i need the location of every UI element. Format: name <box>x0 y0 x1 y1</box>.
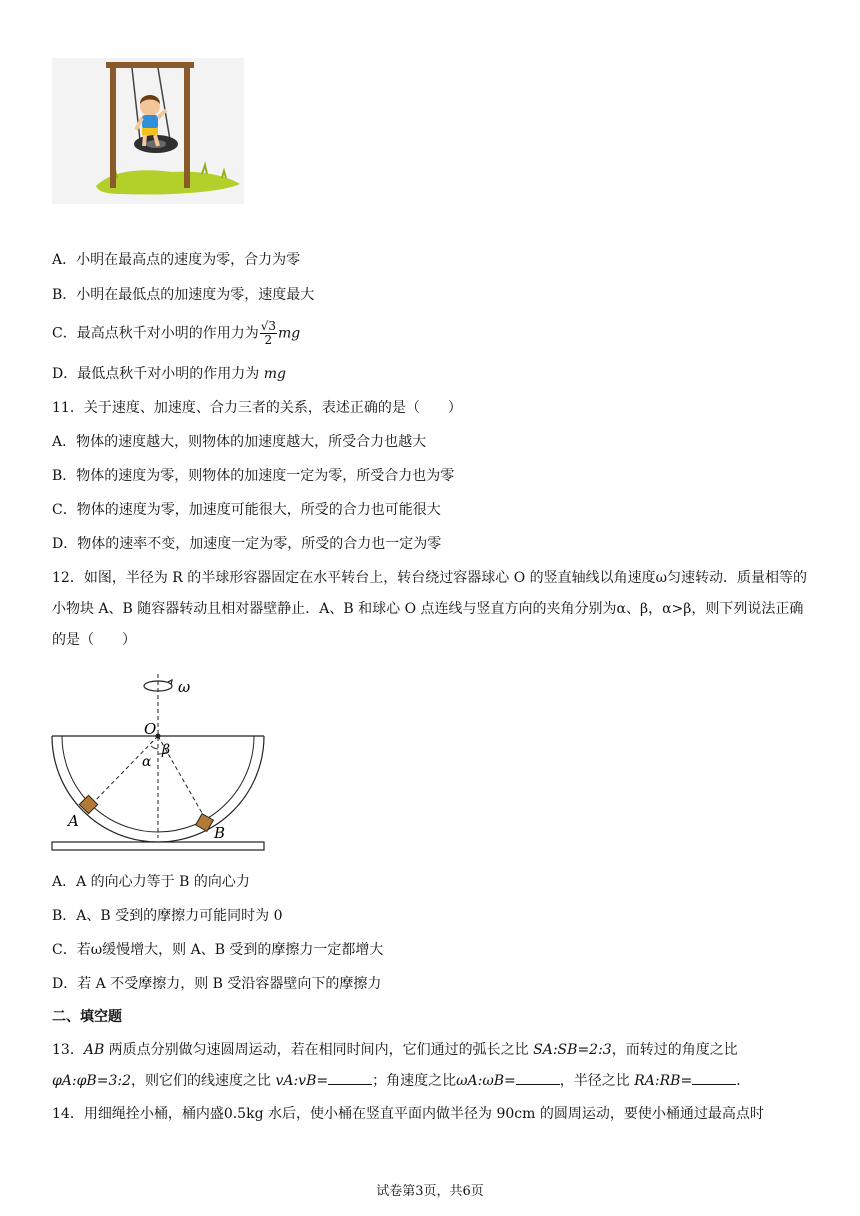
q13-text-6: ． <box>736 1073 751 1089</box>
omega-label: ω <box>178 678 191 696</box>
q12-stem: 12．如图，半径为 R 的半球形容器固定在水平转台上，转台绕过容器球心 O 的竖直轴线以角速度ω匀速转动．质量相等的小物块 A、B 随容器转动且相对器壁静止．A、B 和球心 O 点连线与竖直方向的夹角分别为α、β，α>β，则下列说法正确的是（ ） <box>52 570 808 648</box>
q13-text-4: ；角速度之比 <box>372 1073 457 1089</box>
mg-symbol: mg <box>263 366 286 382</box>
q13-text-2: ，而转过的角度之比 <box>611 1042 738 1058</box>
q10-option-d-text: D．最低点秋千对小明的作用力为 <box>52 366 264 382</box>
fraction-numerator: √3 <box>260 319 276 333</box>
q13-text-3: ，则它们的线速度之比 <box>130 1073 276 1089</box>
q10-option-a: A．小明在最高点的速度为零，合力为零 <box>52 252 301 268</box>
block-a-label: A <box>68 812 79 830</box>
q11-stem: 11．关于速度、加速度、合力三者的关系，表述正确的是（ ） <box>52 400 462 416</box>
q13-stem <box>52 1035 810 1097</box>
q13-angular-ratio: ωA:ωB= <box>456 1073 516 1089</box>
answer-blank[interactable] <box>328 1070 372 1085</box>
q11-option-a: A．物体的速度越大，则物体的加速度越大，所受合力也越大 <box>52 434 427 450</box>
q13-velocity-ratio: vA:vB= <box>275 1073 329 1089</box>
mg-symbol: mg <box>278 325 301 342</box>
q13-ab: AB <box>83 1042 105 1058</box>
section-title: 二、填空题 <box>52 1009 122 1025</box>
answer-blank[interactable] <box>692 1070 736 1085</box>
q13-number: 13． <box>52 1042 84 1058</box>
q10-option-c-text: C．最高点秋千对小明的作用力为 <box>52 325 259 342</box>
center-o-label: O <box>144 720 157 738</box>
q12-option-c: C．若ω缓慢增大，则 A、B 受到的摩擦力一定都增大 <box>52 942 384 958</box>
q13-text-5: ，半径之比 <box>559 1073 635 1089</box>
q11-option-d: D．物体的速率不变，加速度一定为零，所受的合力也一定为零 <box>52 536 442 552</box>
q14-text-1: 14．用细绳拴小桶，桶内盛 <box>52 1106 224 1122</box>
beta-label: β <box>162 742 171 758</box>
block-b-label: B <box>214 824 226 842</box>
q11-option-c: C．物体的速度为零，加速度可能很大，所受的合力也可能很大 <box>52 502 441 518</box>
q13-text-1: 两质点分别做匀速圆周运动，若在相同时间内，它们通过的弧长之比 <box>104 1042 534 1058</box>
q10-option-b: B．小明在最低点的加速度为零，速度最大 <box>52 287 315 303</box>
swing-illustration <box>52 58 244 204</box>
alpha-label: α <box>142 754 152 770</box>
q13-arc-ratio: SA:SB=2:3 <box>533 1042 612 1058</box>
q12-option-a: A．A 的向心力等于 B 的向心力 <box>52 874 250 890</box>
page-footer: 试卷第3页，共6页 <box>376 1184 484 1199</box>
fraction-denominator: 2 <box>264 333 273 347</box>
q12-option-b: B．A、B 受到的摩擦力可能同时为 0 <box>52 908 283 924</box>
fraction <box>260 320 277 347</box>
block-a <box>79 795 97 813</box>
q12-option-d: D．若 A 不受摩擦力，则 B 受沿容器壁向下的摩擦力 <box>52 976 382 992</box>
hemisphere-figure <box>50 670 270 856</box>
q14-text-2: 水后，使小桶在竖直平面内做半径为 90cm 的圆周运动，要使小桶通过最高点时 <box>263 1106 764 1122</box>
q13-angle-ratio: φA:φB=3:2 <box>52 1073 131 1089</box>
q10-option-d <box>52 364 286 384</box>
answer-blank[interactable] <box>516 1070 560 1085</box>
q13-radius-ratio: RA:RB= <box>634 1073 693 1089</box>
q14-mass: 0.5kg <box>223 1106 264 1122</box>
q11-option-b: B．物体的速度为零，则物体的加速度一定为零，所受合力也为零 <box>52 468 455 484</box>
q10-option-c <box>52 320 300 347</box>
q14-stem <box>52 1104 764 1124</box>
